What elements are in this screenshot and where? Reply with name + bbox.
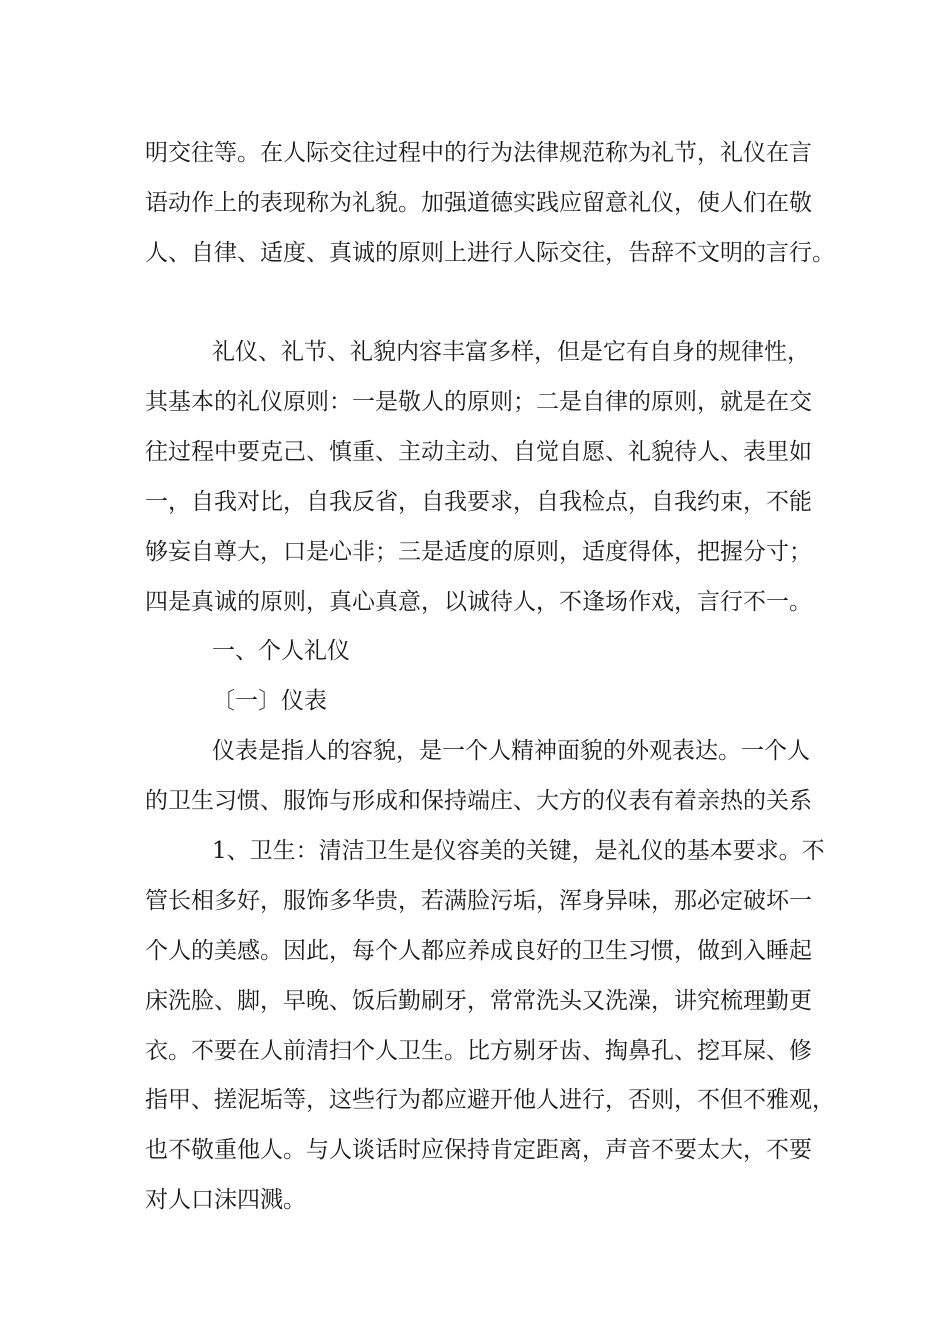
- text-line-17: 床洗脸、脚，早晚、饭后勤刷牙，常常洗头又洗澡，讲究梳理勤更: [145, 988, 812, 1014]
- text-line-18: 衣。不要在人前清扫个人卫生。比方剔牙齿、掏鼻孔、挖耳屎、修: [145, 1038, 812, 1064]
- text-line-15: 管长相多好，服饰多华贵，若满脸污垢，浑身异味，那必定破坏一: [145, 888, 812, 914]
- text-line-1: 明交往等。在人际交往过程中的行为法律规范称为礼节，礼仪在言: [145, 140, 812, 166]
- text-line-5: 其基本的礼仪原则：一是敬人的原则；二是自律的原则，就是在交: [145, 389, 812, 415]
- paragraph-start-line: 礼仪、礼节、礼貌内容丰富多样，但是它有自身的规律性，: [212, 339, 810, 365]
- section-heading: 一、个人礼仪: [212, 638, 350, 664]
- paragraph-start-line: 1、卫生：清洁卫生是仪容美的关键，是礼仪的基本要求。不: [212, 838, 825, 864]
- paragraph-start-line: 仪表是指人的容貌，是一个人精神面貌的外观表达。一个人: [212, 738, 810, 764]
- text-line-20: 也不敬重他人。与人谈话时应保持肯定距离，声音不要太大，不要: [145, 1137, 812, 1163]
- text-line-8: 够妄自尊大，口是心非；三是适度的原则，适度得体，把握分寸；: [145, 539, 812, 565]
- text-line-19: 指甲、搓泥垢等，这些行为都应避开他人进行，否则，不但不雅观，: [145, 1087, 835, 1113]
- text-line-16: 个人的美感。因此，每个人都应养成良好的卫生习惯，做到入睡起: [145, 938, 812, 964]
- text-line-2: 语动作上的表现称为礼貌。加强道德实践应留意礼仪，使人们在敬: [145, 190, 812, 216]
- text-line-6: 往过程中要克己、慎重、主动主动、自觉自愿、礼貌待人、表里如: [145, 439, 812, 465]
- text-line-13: 的卫生习惯、服饰与形成和保持端庄、大方的仪表有着亲热的关系: [145, 788, 812, 814]
- text-line-7: 一，自我对比，自我反省，自我要求，自我检点，自我约束，不能: [145, 489, 812, 515]
- text-line-3: 人、自律、适度、真诚的原则上进行人际交往，告辞不文明的言行。: [145, 240, 835, 266]
- text-line-9: 四是真诚的原则，真心真意，以诚待人，不逢场作戏，言行不一。: [145, 589, 812, 615]
- text-line-21: 对人口沫四溅。: [145, 1187, 306, 1213]
- subsection-heading: 〔一〕仪表: [212, 688, 327, 714]
